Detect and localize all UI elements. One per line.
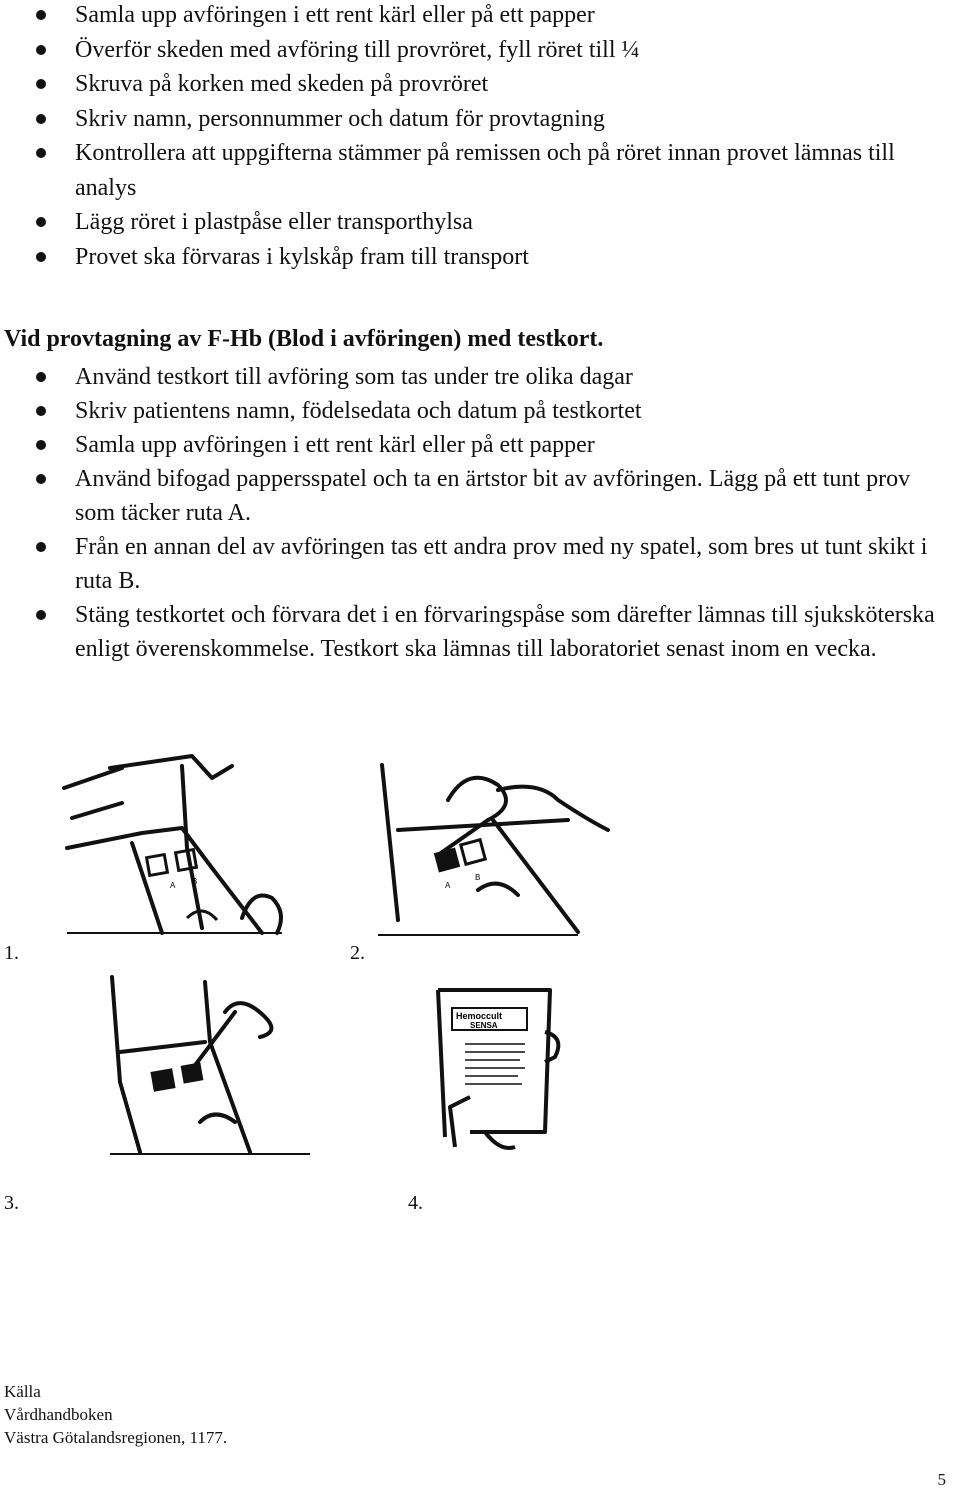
list-item-text: Samla upp avföringen i ett rent kärl eller på ett papper [75, 432, 595, 458]
bullet-icon [36, 79, 46, 89]
bullet-icon [36, 45, 46, 55]
bullet-icon [36, 114, 46, 124]
bullet-icon [36, 217, 46, 227]
list-item-text: Provet ska förvaras i kylskåp fram till transport [75, 243, 529, 270]
box-label-a-2: A [445, 881, 451, 890]
figure-label-3: 3. [4, 1192, 19, 1214]
list-item [0, 136, 940, 205]
list-item [0, 0, 940, 33]
list-item [0, 33, 940, 68]
box-label-b-2: B [475, 873, 481, 882]
bullet-icon [36, 474, 46, 484]
figure-label-4: 4. [408, 1192, 423, 1214]
figure-3-sample-box-b [110, 972, 310, 1157]
list-item [0, 102, 940, 137]
list-item [0, 462, 940, 530]
envelope-brand-hemoccult: Hemoccult [456, 1011, 503, 1021]
instruction-list-sample-tube [0, 0, 940, 274]
illustration-storage-envelope [430, 982, 630, 1152]
list-item-text: Lägg röret i plastpåse eller transporthylsa [75, 209, 473, 235]
list-item [0, 240, 940, 275]
bullet-icon [36, 542, 46, 552]
section-heading-fhb: Vid provtagning av F-Hb (Blod i avföringen) med testkort. [4, 326, 604, 352]
bullet-icon [36, 148, 46, 158]
list-item-text: Samla upp avföringen i ett rent kärl eller på ett papper [75, 2, 595, 28]
illustration-spatula-box-a [378, 760, 618, 940]
bullet-icon [36, 252, 46, 262]
bullet-icon [36, 440, 46, 450]
bullet-icon [36, 610, 46, 620]
box-label-b: B [192, 877, 198, 886]
list-item-text: Från en annan del av avföringen tas ett andra prov med ny spatel, som bres ut tunt skikt i ruta B. [75, 534, 928, 594]
bullet-icon [36, 372, 46, 382]
list-item-text: Skriv patientens namn, födelsedata och datum på testkortet [75, 398, 642, 424]
list-item [0, 67, 940, 102]
list-item-text: Använd bifogad pappersspatel och ta en ärtstor bit av avföringen. Lägg på ett tunt prov som täcker ruta A. [75, 466, 911, 526]
figure-2-sample-box-a [378, 760, 618, 940]
list-item [0, 205, 940, 240]
box-label-a: A [170, 881, 176, 890]
list-item [0, 428, 940, 462]
figure-label-2: 2. [350, 942, 365, 964]
list-item [0, 360, 940, 394]
source-block [4, 1380, 227, 1449]
list-item-text: Använd testkort till avföring som tas under tre olika dagar [75, 364, 633, 390]
source-title: Källa [4, 1382, 41, 1401]
figure-1-open-card [62, 748, 322, 938]
instruction-list-testcard [0, 360, 940, 666]
list-item [0, 598, 940, 666]
list-item [0, 394, 940, 428]
illustration-spatula-box-b [110, 972, 310, 1157]
bullet-icon [36, 406, 46, 416]
list-item-text: Stäng testkortet och förvara det i en förvaringspåse som därefter lämnas till sjuksköterska enligt överenskommelse. Testkort ska lämnas till laboratoriet senast inom en vecka. [75, 602, 935, 662]
figure-4-envelope [430, 982, 630, 1152]
figure-label-1: 1. [4, 942, 19, 964]
list-item-text: Skruva på korken med skeden på provröret [75, 71, 489, 97]
source-line-2: Västra Götalandsregionen, 1177. [4, 1428, 228, 1447]
source-line-1: Vårdhandboken [4, 1405, 113, 1424]
list-item-text: Överför skeden med avföring till provröret, fyll röret till ¼ [75, 36, 640, 63]
envelope-brand-sensa: SENSA [470, 1021, 498, 1030]
list-item-text: Skriv namn, personnummer och datum för provtagning [75, 105, 605, 132]
list-item [0, 530, 940, 598]
illustration-open-testcard [62, 748, 322, 938]
bullet-icon [36, 10, 46, 20]
page-number: 5 [937, 1470, 946, 1489]
list-item-text: Kontrollera att uppgifterna stämmer på remissen och på röret innan provet lämnas till analys [75, 140, 895, 201]
